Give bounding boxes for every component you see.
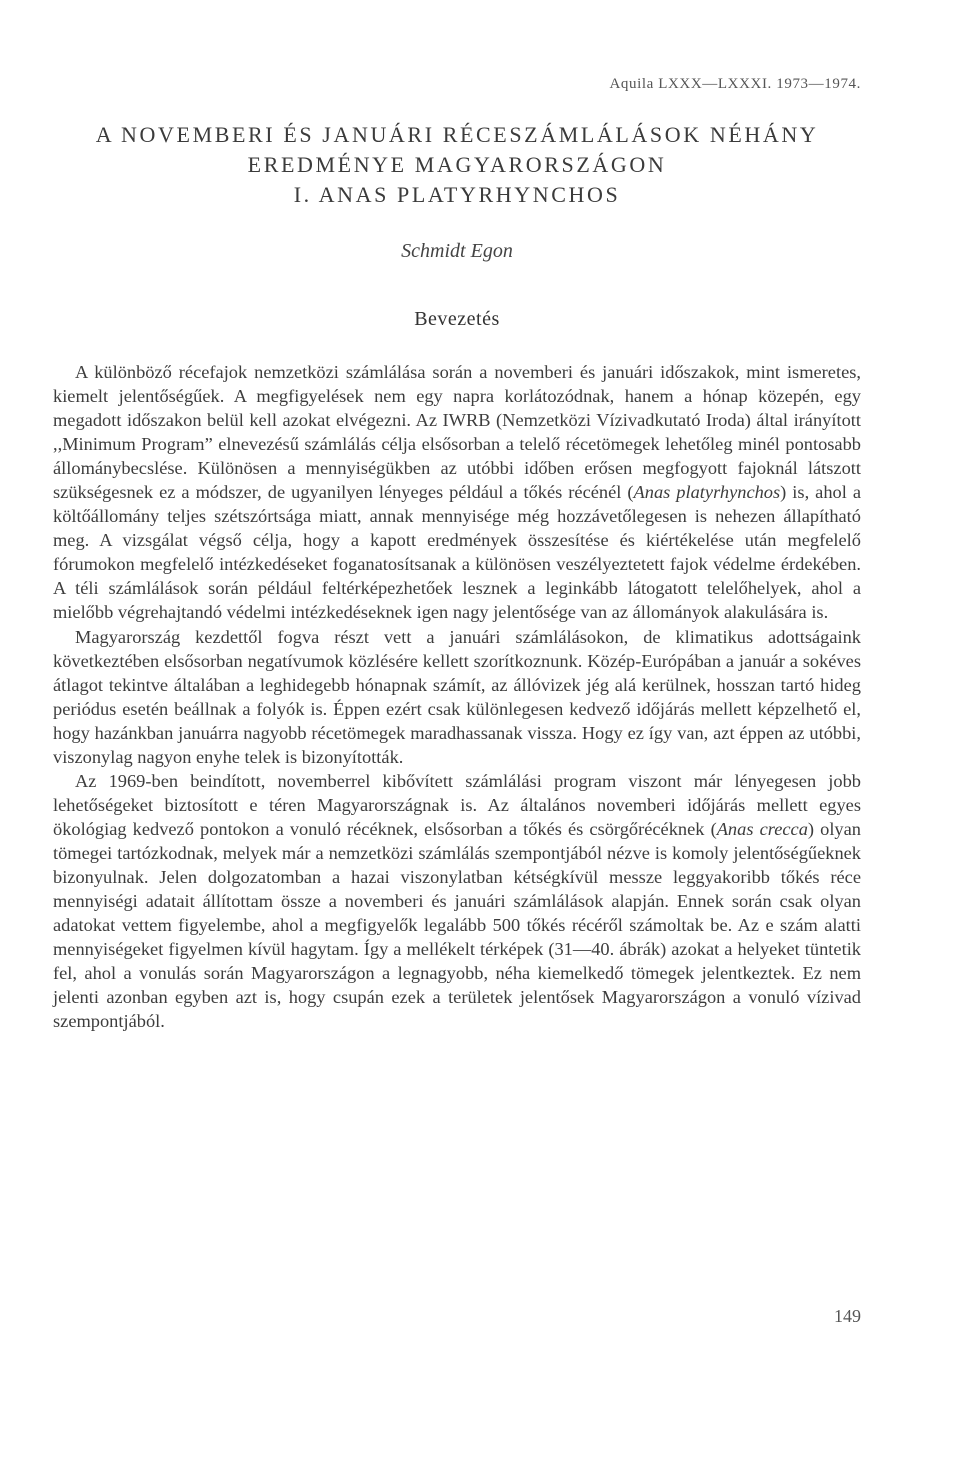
page-number: 149	[834, 1306, 861, 1326]
paragraph-1-text-a: A különböző récefajok nemzetközi számlálása során a novemberi és januári időszakok, mint ismeretes, kiemelt jelentőségűek. A megfigyelések nem egy napra korlátozódnak, hanem a hónap közepén, egy megadott időszakon belül kell azokat elvégezni. Az IWRB (Nemzetközi Vízivadkutató Iroda) által irányított ,,Minimum Program” elnevezésű számlálás célja elsősorban a telelő récetömegek lehetőleg minél pontosabb állománybecslése. Különösen a mennyiségükben az utóbbi időben erősen megfogyott fajoknál látszott szükségesnek ez a módszer, de ugyanilyen lényeges például a tőkés récénél (	[53, 362, 861, 503]
title-line-3: I. ANAS PLATYRHYNCHOS	[293, 182, 621, 207]
author-name: Schmidt Egon	[401, 240, 513, 262]
species-name-italic: Anas platyrhynchos	[633, 482, 781, 503]
section-heading: Bevezetés	[414, 308, 500, 330]
paragraph-1-text-b: ) is, ahol a költőállomány teljes szétszórtsága miatt, annak mennyisége még hozzávetőlegesen is nehezen állapítható meg. A vizsgálat végső célja, hogy a kapott eredmények összesítése és kiértékelése után megfelelő fórumokon megfelelő intézkedéseket foganatosítsanak a különösen veszélyeztetett fajok védelme érdekében. A téli számlálások során például feltérképezhetőek lesznek a leginkább látogatott telelőhelyek, ahol a mielőbb végrehajtandó védelmi intézkedéseknek igen nagy jelentősége van az állományok alakulására is.	[53, 482, 861, 623]
species-name-italic: Anas crecca	[716, 818, 808, 839]
document-page	[53, 0, 861, 1458]
paragraph-3	[53, 769, 861, 1034]
title-line-1: A NOVEMBERI ÉS JANUÁRI RÉCESZÁMLÁLÁSOK NÉHÁNY	[95, 122, 819, 147]
body-text	[53, 360, 861, 1033]
running-head: Aquila LXXX—LXXXI. 1973—1974.	[609, 76, 861, 92]
paragraph-1	[53, 360, 861, 625]
paragraph-3-text-b: ) olyan tömegei tartózkodnak, melyek már a nemzetközi számlálás szempontjából nézve is komoly jelentőségűeknek bizonyulnak. Jelen dolgozatomban a hazai viszonylatban kétségkívül messze leggyakoribb tőkés réce mennyiségi adatait állítottam össze a novemberi és januári számlálások alapján. Ennek során csak olyan adatokat vettem figyelembe, ahol a megfigyelők legalább 500 tőkés récéről számoltak be. Az e szám alatti mennyiségeket figyelmen kívül hagytam. Így a mellékelt térképek (31—40. ábrák) azokat a helyeket tüntetik fel, ahol a vonulás során Magyarországon a legnagyobb, néha kiemelkedő tömegek jelentkeztek. Ez nem jelenti azonban egyben azt is, hogy csupán ezek a területek jelentősek Magyarországon a vonuló vízivad szempontjából.	[53, 818, 861, 1032]
paragraph-2: Magyarország kezdettől fogva részt vett a januári számlálásokon, de klimatikus adottságaink következtében elsősorban negatívumok közlésére kellett szorítkoznunk. Közép-Európában a január a sokéves átlagot tekintve általában a leghidegebb hónapnak számít, az állóvizek jég alá kerülnek, hosszan tartó hideg periódus esetén beállnak a folyók is. Éppen ezért csak különlegesen kedvező időjárás mellett képzelhető el, hogy hazánkban januárra nagyobb récetömegek maradhassanak vissza. Hogy ez így van, azt éppen az utóbbi, viszonylag nagyon enyhe telek is bizonyították.	[53, 626, 861, 767]
title-line-2: EREDMÉNYE MAGYARORSZÁGON	[247, 152, 667, 177]
article-title	[53, 120, 861, 210]
paragraph-3-text-a: Az 1969-ben beindított, novemberrel kibővített számlálási program viszont már lényegesen jobb lehetőségeket biztosított e téren Magyarországnak is. Az általános novemberi időjárás mellett egyes ökológiag kedvező pontokon a vonuló récéknek, elsősorban a tőkés és csörgőrécéknek (	[53, 770, 861, 839]
